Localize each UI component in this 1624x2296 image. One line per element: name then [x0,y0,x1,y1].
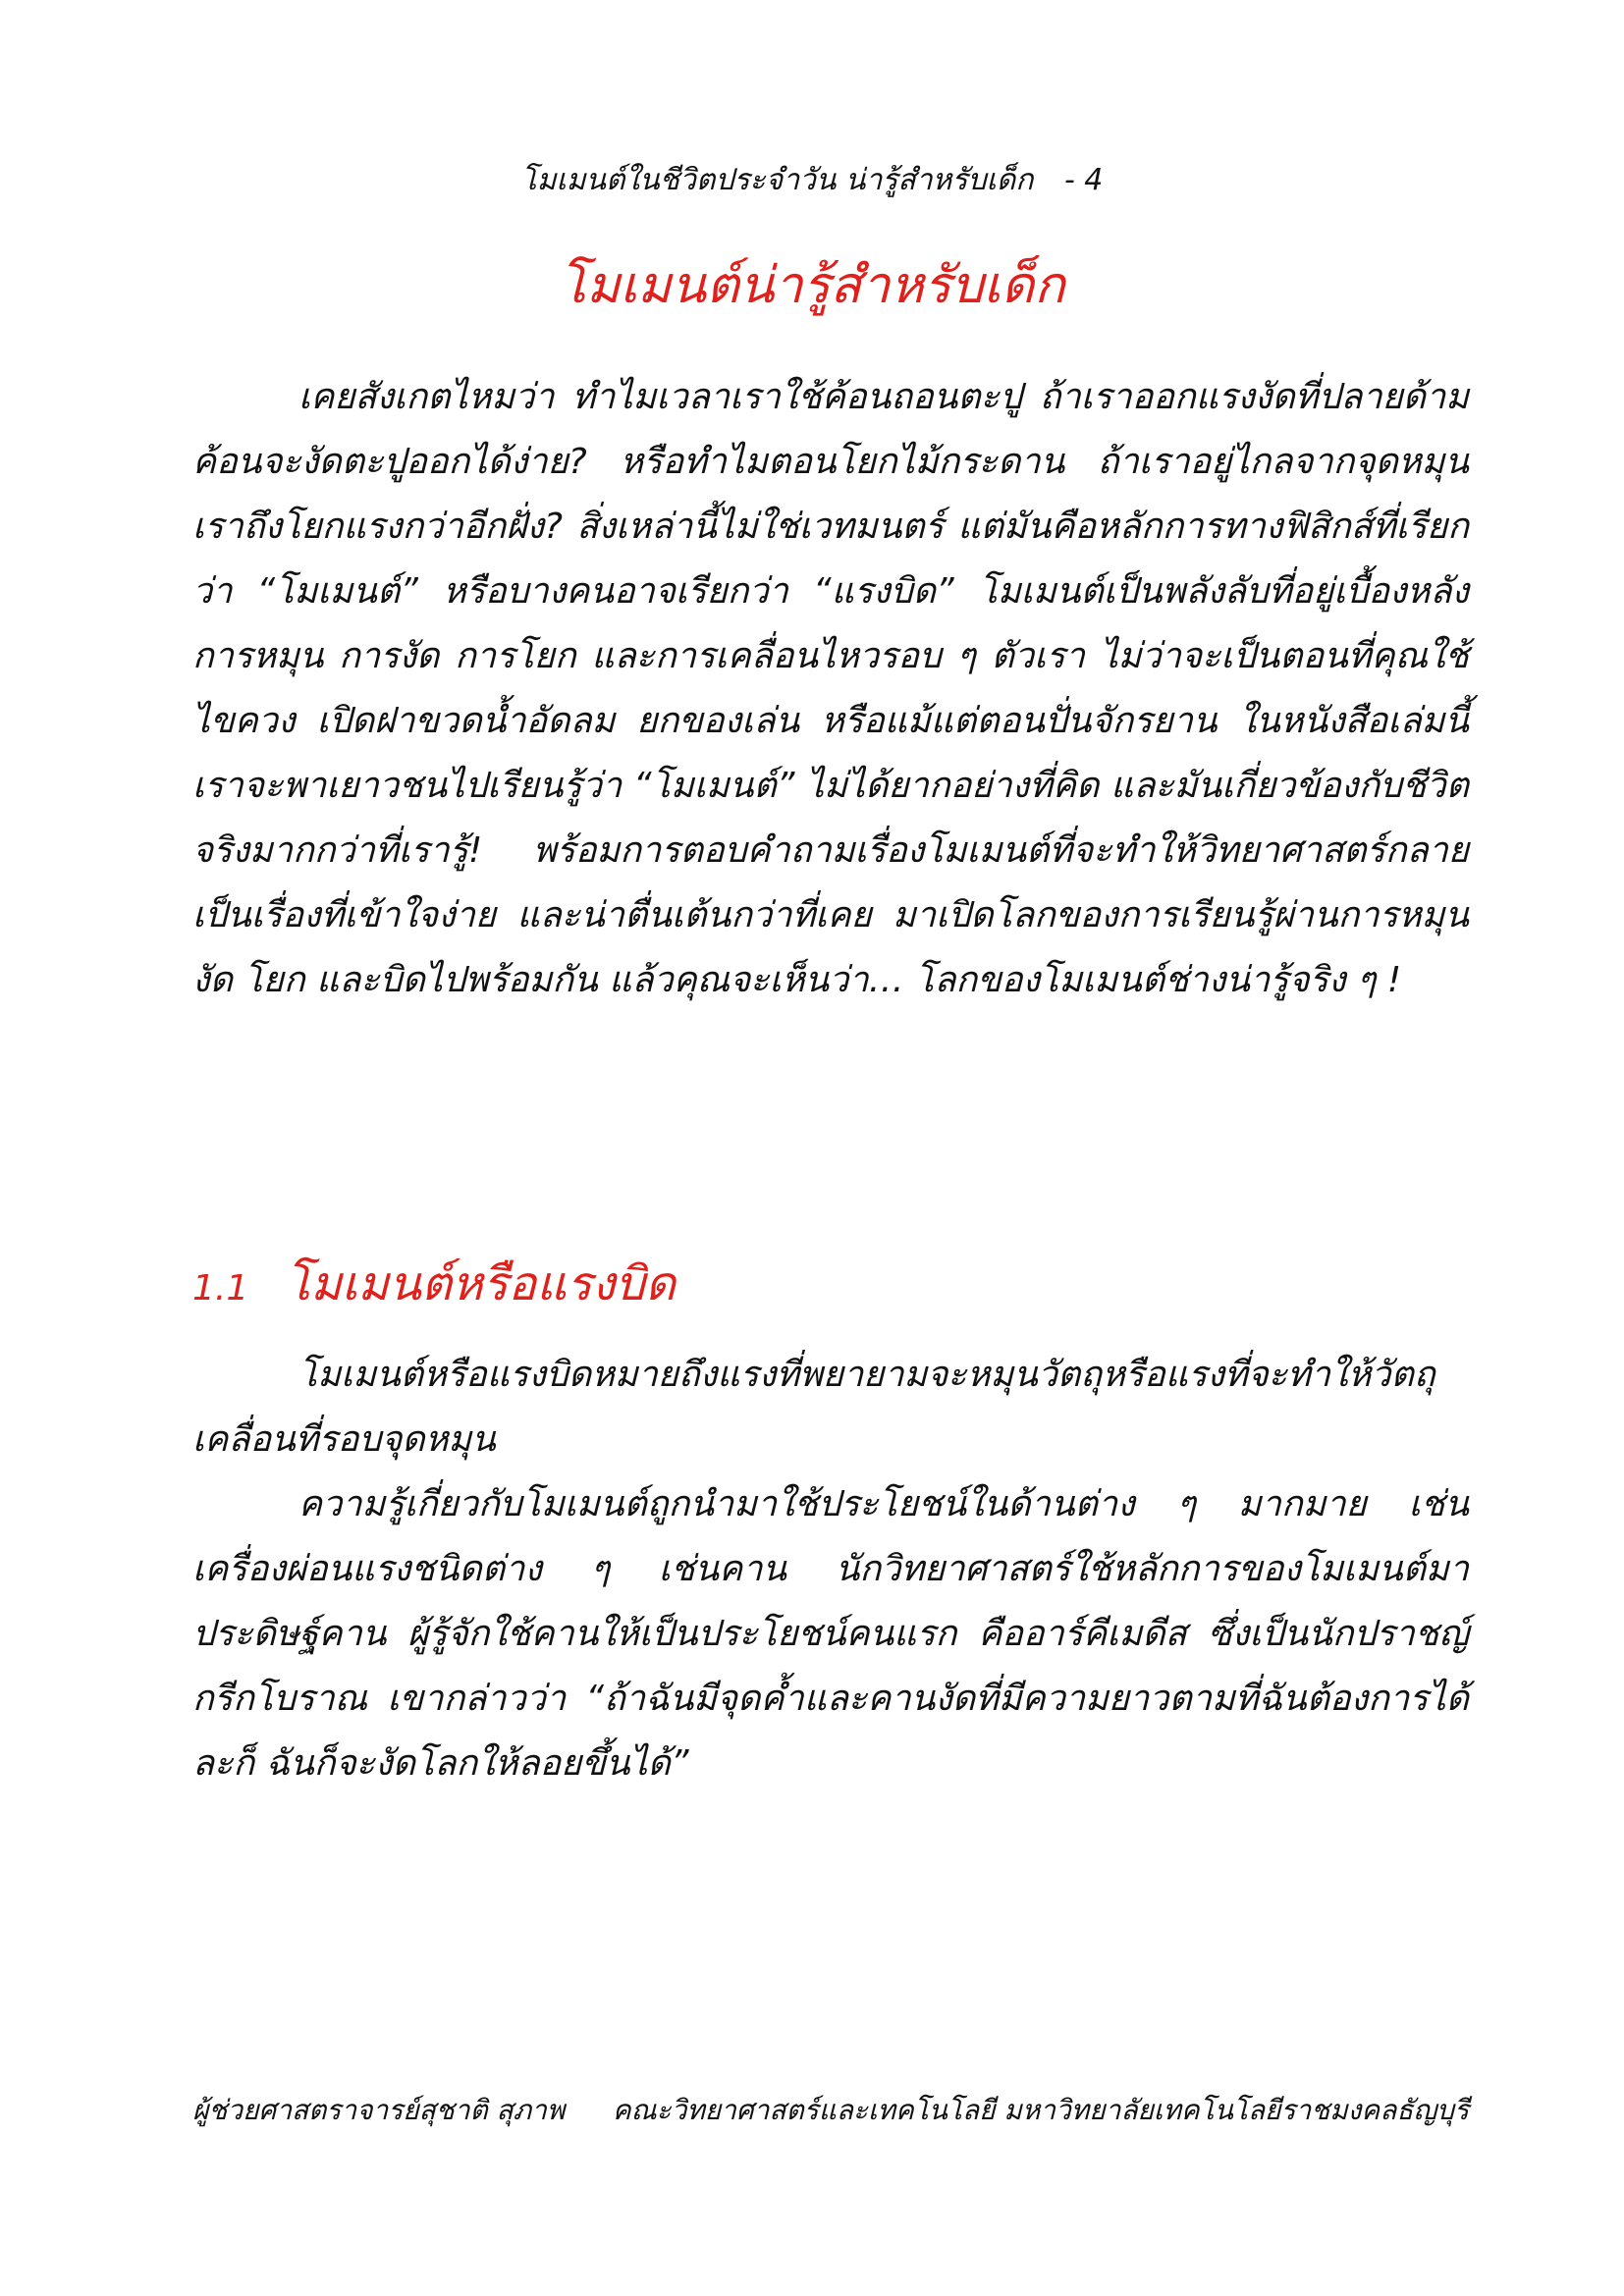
running-header [0,157,1624,203]
page-number: - 4 [1063,163,1104,197]
section-body [192,1343,1469,1796]
section-title: โมเมนต์หรือแรงบิด [285,1256,677,1311]
section-heading [192,1247,676,1321]
chapter-title: โมเมนต์น่ารู้สำหรับเด็ก [559,256,1065,315]
section-paragraph: ความรู้เกี่ยวกับโมเมนต์ถูกนำมาใช้ประโยชน์ในด้านต่าง ๆ มากมาย เช่นเครื่องผ่อนแรงชนิดต่าง ๆ เช่นคาน นักวิทยาศาสตร์ใช้หลักการของโมเมนต์มาประดิษฐ์คาน ผู้รู้จักใช้คานให้เป็นประโยชน์คนแรก คืออาร์คีเมดีส ซึ่งเป็นนักปราชญ์กรีกโบราณ เขากล่าวว่า “ถ้าฉันมีจุดค้ำและคานงัดที่มีความยาวตามที่ฉันต้องการได้ละก็ ฉันก็จะงัดโลกให้ลอยขึ้นได้” [192,1484,1469,1784]
footer-author: ผู้ช่วยศาสตราจารย์สุชาติ สุภาพ [192,2094,566,2126]
intro-section [192,365,1469,1013]
intro-paragraph: เคยสังเกตไหมว่า ทำไมเวลาเราใช้ค้อนถอนตะปู ถ้าเราออกแรงงัดที่ปลายด้ามค้อนจะงัดตะปูออกได้ง่าย? หรือทำไมตอนโยกไม้กระดาน ถ้าเราอยู่ไกลจากจุดหมุน เราถึงโยกแรงกว่าอีกฝั่ง? สิ่งเหล่านี้ไม่ใช่เวทมนตร์ แต่มันคือหลักการทางฟิสิกส์ที่เรียกว่า “โมเมนต์” หรือบางคนอาจเรียกว่า “แรงบิด” โมเมนต์เป็นพลังลับที่อยู่เบื้องหลังการหมุน การงัด การโยก และการเคลื่อนไหวรอบ ๆ ตัวเรา ไม่ว่าจะเป็นตอนที่คุณใช้ไขควง เปิดฝาขวดน้ำอัดลม ยกของเล่น หรือแม้แต่ตอนปั่นจักรยาน ในหนังสือเล่มนี้ เราจะพาเยาวชนไปเรียนรู้ว่า “โมเมนต์” ไม่ได้ยากอย่างที่คิด และมันเกี่ยวข้องกับชีวิตจริงมากกว่าที่เรารู้! พร้อมการตอบคำถามเรื่องโมเมนต์ที่จะทำให้วิทยาศาสตร์กลายเป็นเรื่องที่เข้าใจง่าย และน่าตื่นเต้นกว่าที่เคย มาเปิดโลกของการเรียนรู้ผ่านการหมุน งัด โยก และบิดไปพร้อมกัน แล้วคุณจะเห็นว่า… โลกของโมเมนต์ช่างน่ารู้จริง ๆ ! [192,377,1469,1000]
running-title: โมเมนต์ในชีวิตประจำวัน น่ารู้สำหรับเด็ก [520,163,1034,197]
section-number: 1.1 [192,1268,249,1308]
section-paragraph: โมเมนต์หรือแรงบิดหมายถึงแรงที่พยายามจะหมุนวัตถุหรือแรงที่จะทำให้วัตถุเคลื่อนที่รอบจุดหมุน [192,1355,1435,1460]
footer-faculty: คณะวิทยาศาสตร์และเทคโนโลยี มหาวิทยาลัยเทคโนโลยีราชมงคลธัญบุรี [612,2094,1469,2126]
